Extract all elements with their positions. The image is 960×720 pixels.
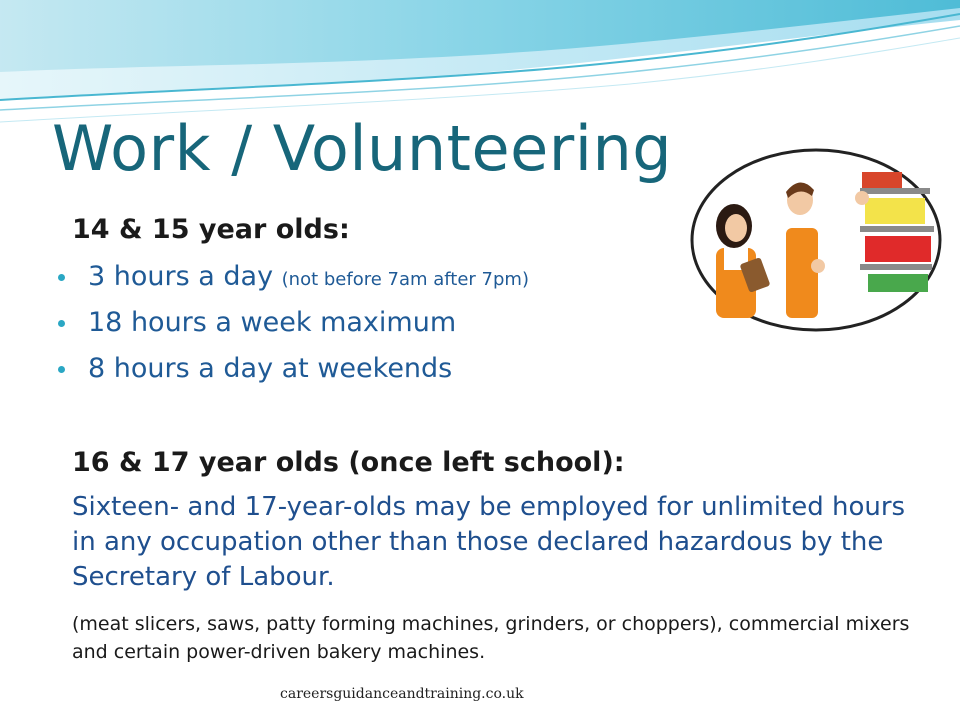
age-14-15-rules-list	[58, 260, 529, 398]
bullet-text: 18 hours a week maximum	[88, 307, 457, 338]
section1-heading: 14 & 15 year olds:	[72, 214, 350, 245]
list-item	[58, 352, 529, 398]
bullet-icon	[58, 366, 65, 373]
shop-workers-illustration	[690, 148, 942, 332]
list-item	[58, 306, 529, 352]
list-item	[58, 260, 529, 306]
bullet-text: 3 hours a day	[88, 261, 282, 292]
bullet-note: (not before 7am after 7pm)	[281, 269, 529, 290]
bullet-icon	[58, 320, 65, 327]
header-swoosh-decoration	[0, 0, 960, 130]
section2-heading: 16 & 17 year olds (once left school):	[72, 447, 625, 478]
bullet-icon	[58, 274, 65, 281]
footer-source: careersguidanceandtraining.co.uk	[280, 686, 524, 702]
section2-paragraph: Sixteen- and 17-year-olds may be employed for unlimited hours in any occupation other than those declared hazardous by the Secretary of Labour.	[72, 492, 906, 592]
slide-title: Work / Volunteering	[52, 112, 673, 185]
hazardous-machines-note: (meat slicers, saws, patty forming machines, grinders, or choppers), commercial mixers and certain power-driven bakery machines.	[72, 613, 910, 663]
bullet-text: 8 hours a day at weekends	[88, 353, 453, 384]
